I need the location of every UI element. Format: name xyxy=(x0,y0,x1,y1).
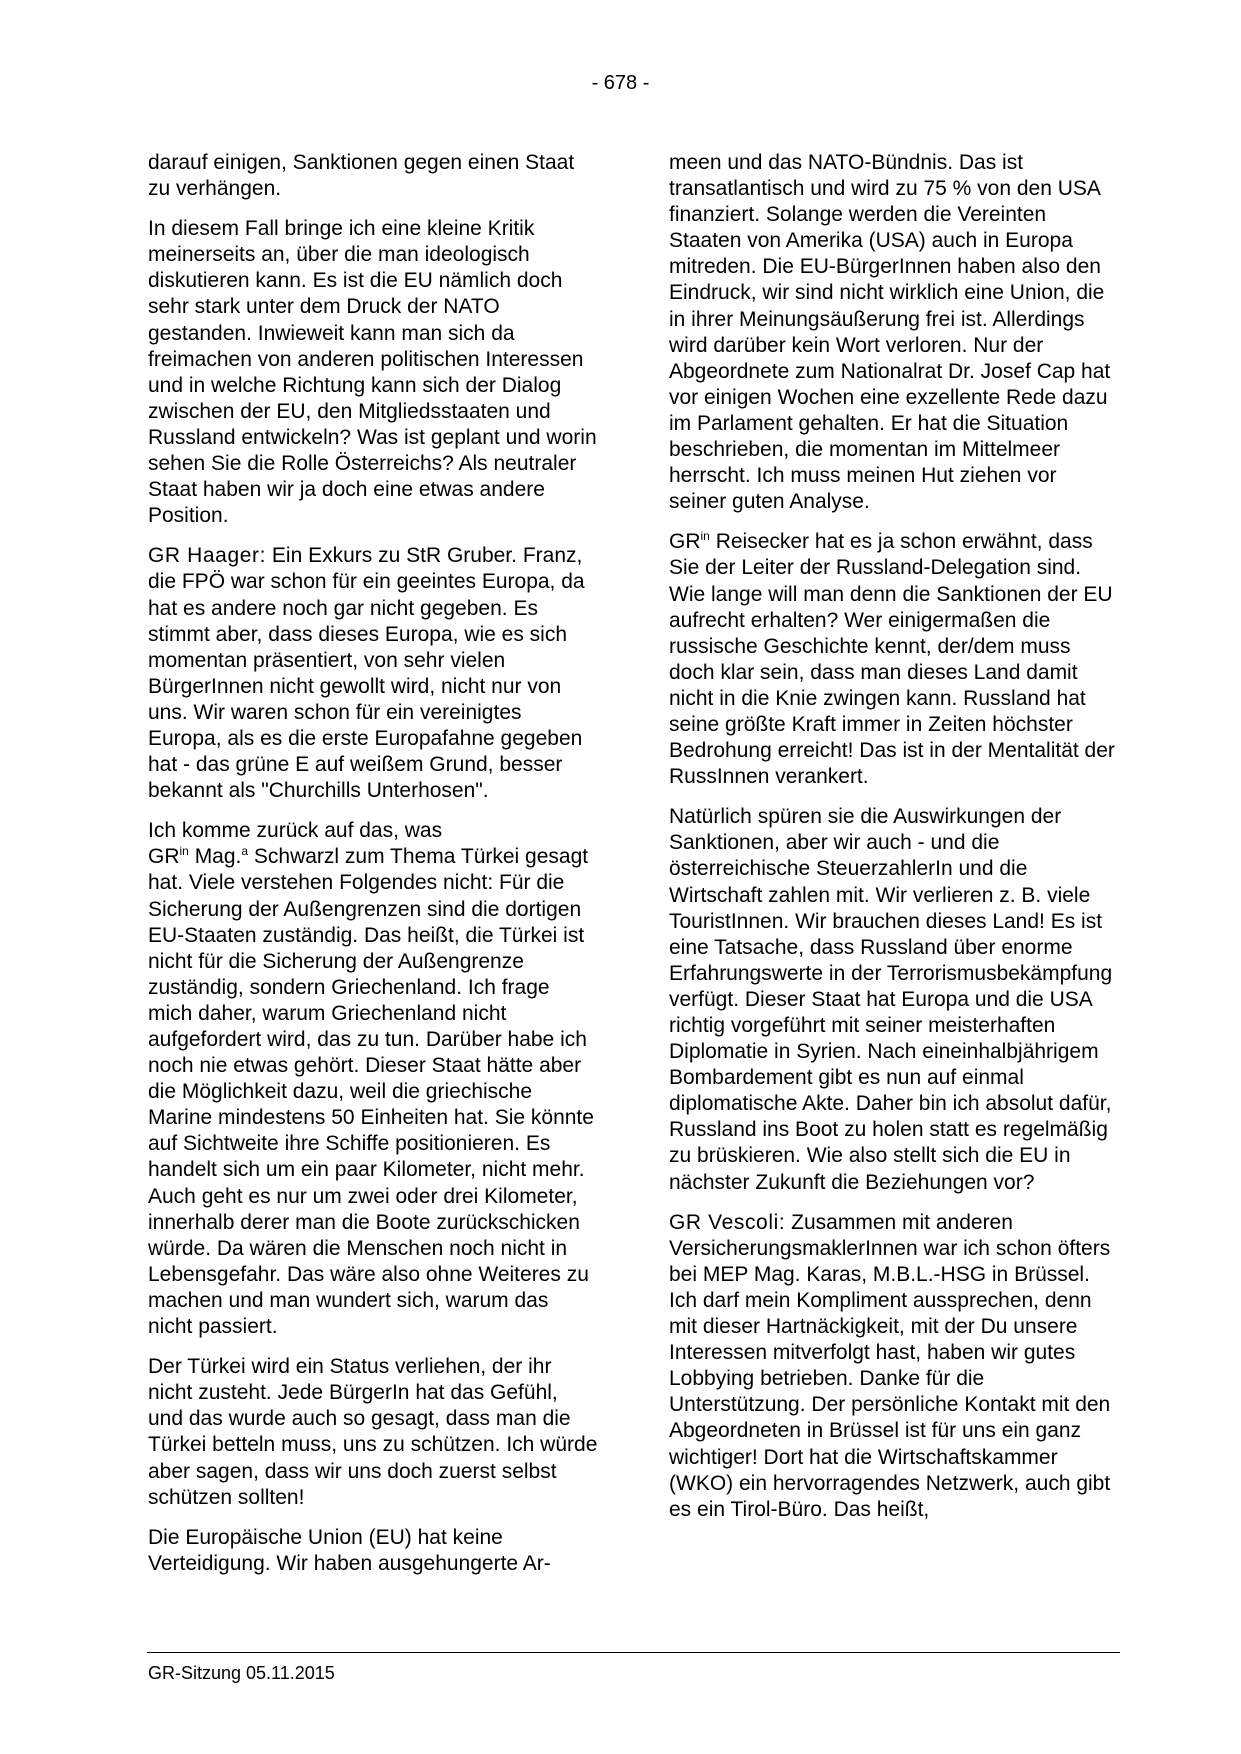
right-column xyxy=(669,150,1119,1630)
paragraph: In diesem Fall bringe ich eine kleine Kritik meinerseits an, über die man ideologisch diskutieren kann. Es ist die EU nämlich doch sehr stark unter dem Druck der NATO gestanden. Inwieweit kann man sich da freimachen von anderen politischen Interessen und in welche Richtung kann sich der Dialog zwischen der EU, den Mitgliedsstaaten und Russland entwickeln? Was ist geplant und worin sehen Sie die Rolle Österreichs? Als neutraler Staat haben wir ja doch eine etwas andere Position. xyxy=(148,217,597,528)
footer-text: GR-Sitzung 05.11.2015 xyxy=(148,1663,335,1683)
paragraph xyxy=(669,1210,1119,1523)
left-column xyxy=(148,150,598,1630)
superscript: in xyxy=(179,844,189,859)
paragraph xyxy=(669,529,1119,790)
paragraph: darauf einigen, Sanktionen gegen einen Staat zu verhängen. xyxy=(148,151,575,201)
footer-divider xyxy=(147,1652,1120,1653)
paragraph xyxy=(148,818,598,1340)
paragraph: Die Europäische Union (EU) hat keine Verteidigung. Wir haben ausgehungerte Ar- xyxy=(148,1525,551,1575)
speaker-title: Mag. xyxy=(194,845,242,869)
paragraph: meen und das NATO-Bündnis. Das ist transatlantisch und wird zu 75 % von den USA finanziert. Solange werden die Vereinten Staaten von Amerika (USA) auch in Europa mitreden. Die EU-BürgerInnen haben also den Eindruck, wir sind nicht wirklich eine Union, die in ihrer Meinungsäußerung frei ist. Allerdings wird darüber kein Wort verloren. Nur der Abgeordnete zum Nationalrat Dr. Josef Cap hat vor einigen Wochen eine exzellente Rede dazu im Parlament gehalten. Er hat die Situation beschrieben, die momentan im Mittelmeer herrscht. Ich muss meinen Hut ziehen vor seiner guten Analyse. xyxy=(669,151,1111,514)
paragraph-text: Zusammen mit anderen VersicherungsmaklerInnen war ich schon öfters bei MEP Mag. Karas, M.B.L.-HSG in Brüssel. Ich darf mein Kompliment aussprechen, denn mit dieser Hartnäckigkeit, mit der Du unsere Interessen mitverfolgt hast, haben wir gutes Lobbying betrieben. Danke für die Unterstützung. Der persönliche Kontakt mit den Abgeordneten in Brüssel ist für uns ein ganz wichtiger! Dort hat die Wirtschaftskammer (WKO) ein hervorragendes Netzwerk, auch gibt es ein Tirol-Büro. Das heißt, xyxy=(669,1210,1111,1521)
paragraph-text: Reisecker hat es ja schon erwähnt, dass Sie der Leiter der Russland-Delegation sind. Wie lange will man denn die Sanktionen der EU aufrecht erhalten? Wer einigermaßen die russische Geschichte kennt, der/dem muss doch klar sein, dass man dieses Land damit nicht in die Knie zwingen kann. Russland hat seine größte Kraft immer in Zeiten höchster Bedrohung erreicht! Das ist in der Mentalität der RussInnen verankert. xyxy=(669,530,1115,789)
paragraph-text: Ein Exkurs zu StR Gruber. Franz, die FPÖ war schon für ein geeintes Europa, da hat es andere noch gar nicht gegeben. Es stimmt aber, dass dieses Europa, wie es sich momentan präsentiert, von sehr vielen BürgerInnen nicht gewollt wird, nicht nur von uns. Wir waren schon für ein vereinigtes Europa, als es die erste Europafahne gegeben hat - das grüne E auf weißem Grund, besser bekannt als "Churchills Unterhosen". xyxy=(148,544,585,803)
superscript: a xyxy=(241,844,249,859)
paragraph xyxy=(148,543,598,804)
speaker-title: GR xyxy=(148,845,180,869)
page-number: - 678 - xyxy=(591,72,650,94)
paragraph: Der Türkei wird ein Status verliehen, der ihr nicht zusteht. Jede BürgerIn hat das Gefühl, und das wurde auch so gesagt, dass man die Türkei betteln muss, uns zu schützen. Ich würde aber sagen, dass wir uns doch zuerst selbst schützen sollten! xyxy=(148,1355,598,1509)
speaker-name: GR Vescoli: xyxy=(669,1210,786,1234)
paragraph-text: Schwarzl zum Thema Türkei gesagt hat. Viele verstehen Folgendes nicht: Für die Sicherung der Außengrenzen sind die dortigen EU-Staaten zuständig. Das heißt, die Türkei ist nicht für die Sicherung der Außengrenze zuständig, sondern Griechenland. Ich frage mich daher, warum Griechenland nicht aufgefordert wird, das zu tun. Darüber habe ich noch nie etwas gehört. Dieser Staat hätte aber die Möglichkeit dazu, weil die griechische Marine mindestens 50 Einheiten hat. Sie könnte auf Sichtweite ihre Schiffe positionieren. Es handelt sich um ein paar Kilometer, nicht mehr. Auch geht es nur um zwei oder drei Kilometer, innerhalb derer man die Boote zurückschicken würde. Da wären die Menschen noch nicht in Lebensgefahr. Das wäre also ohne Weiteres zu machen und man wundert sich, warum das nicht passiert. xyxy=(148,845,594,1339)
superscript: in xyxy=(700,529,710,544)
paragraph: Natürlich spüren sie die Auswirkungen der Sanktionen, aber wir auch - und die österreichische SteuerzahlerIn und die Wirtschaft zahlen mit. Wir verlieren z. B. viele TouristInnen. Wir brauchen dieses Land! Es ist eine Tatsache, dass Russland über enorme Erfahrungswerte in der Terrorismusbekämpfung verfügt. Dieser Staat hat Europa und die USA richtig vorgeführt mit seiner meisterhaften Diplomatie in Syrien. Nach eineinhalbjährigem Bombardement gibt es nun auf einmal diplomatische Akte. Daher bin ich absolut dafür, Russland ins Boot zu holen statt es regelmäßig zu brüskieren. Wie also stellt sich die EU in nächster Zukunft die Beziehungen vor? xyxy=(669,805,1113,1194)
speaker-name: GR Haager: xyxy=(148,544,267,568)
speaker-title: GR xyxy=(669,530,701,554)
paragraph-text: Ich komme zurück auf das, was xyxy=(148,819,443,843)
